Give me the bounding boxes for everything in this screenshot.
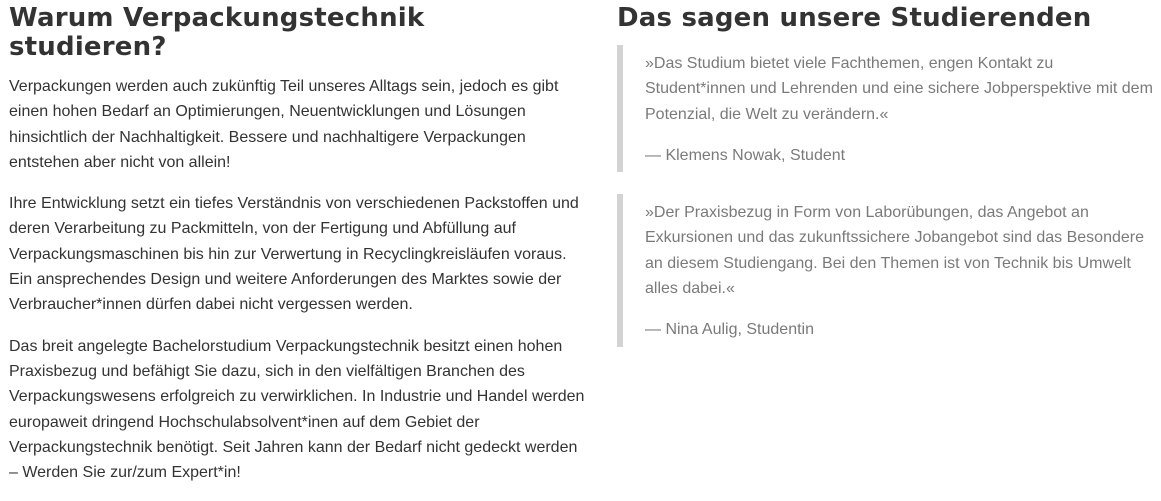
why-study-section xyxy=(9,4,589,501)
quote-text: »Der Praxisbezug in Form von Laborübungen, das Angebot an Exkursionen und das zukunftssichere Jobangebot sind das Besondere an diesem Studiengang. Bei den Themen ist von Technik bis Umwelt alles dabei.« xyxy=(645,204,1144,298)
why-study-heading: Warum Verpackungstechnik studieren? xyxy=(9,3,425,62)
testimonials-section xyxy=(617,4,1157,369)
testimonials-heading: Das sagen unsere Studierenden xyxy=(617,3,1092,33)
quote-author: — Klemens Nowak, Student xyxy=(645,146,846,164)
intro-paragraph: Verpackungen werden auch zukünftig Teil unseres Alltags sein, jedoch es gibt einen hohen Bedarf an Optimierungen, Neuentwicklungen und Lösungen hinsichtlich der Nachhaltigkeit. Bessere und nachhaltigere Verpackungen entstehen aber nicht von allein! xyxy=(9,78,559,171)
quote-author: — Nina Aulig, Studentin xyxy=(645,321,814,339)
quote-text: »Das Studium bietet viele Fachthemen, engen Kontakt zu Student*innen und Lehrenden und eine sichere Jobperspektive mit dem Potenzial, die Welt zu verändern.« xyxy=(645,55,1153,123)
bachelor-paragraph: Das breit angelegte Bachelorstudium Verpackungstechnik besitzt einen hohen Praxisbezug und befähigt Sie dazu, sich in den vielfältigen Branchen des Verpackungswesens erfolgreich zu verwirklichen. In Industrie und Handel werden europaweit dringend Hochschulabsolvent*inen auf dem Gebiet der Verpackungstechnik benötigt. Seit Jahren kann der Bedarf nicht gedeckt werden – Werden Sie zur/zum Expert*in! xyxy=(9,337,585,482)
testimonial-quote xyxy=(617,45,1157,172)
testimonial-quote xyxy=(617,194,1157,346)
development-paragraph: Ihre Entwicklung setzt ein tiefes Verständnis von verschiedenen Packstoffen und deren Verarbeitung zu Packmitteln, von der Fertigung und Abfüllung auf Verpackungsmaschinen bis hin zur Verwertung in Recyclingkreisläufen voraus. Ein ansprechendes Design und weitere Anforderungen des Marktes sowie der Verbraucher*innen dürfen dabei nicht vergessen werden. xyxy=(9,195,579,314)
